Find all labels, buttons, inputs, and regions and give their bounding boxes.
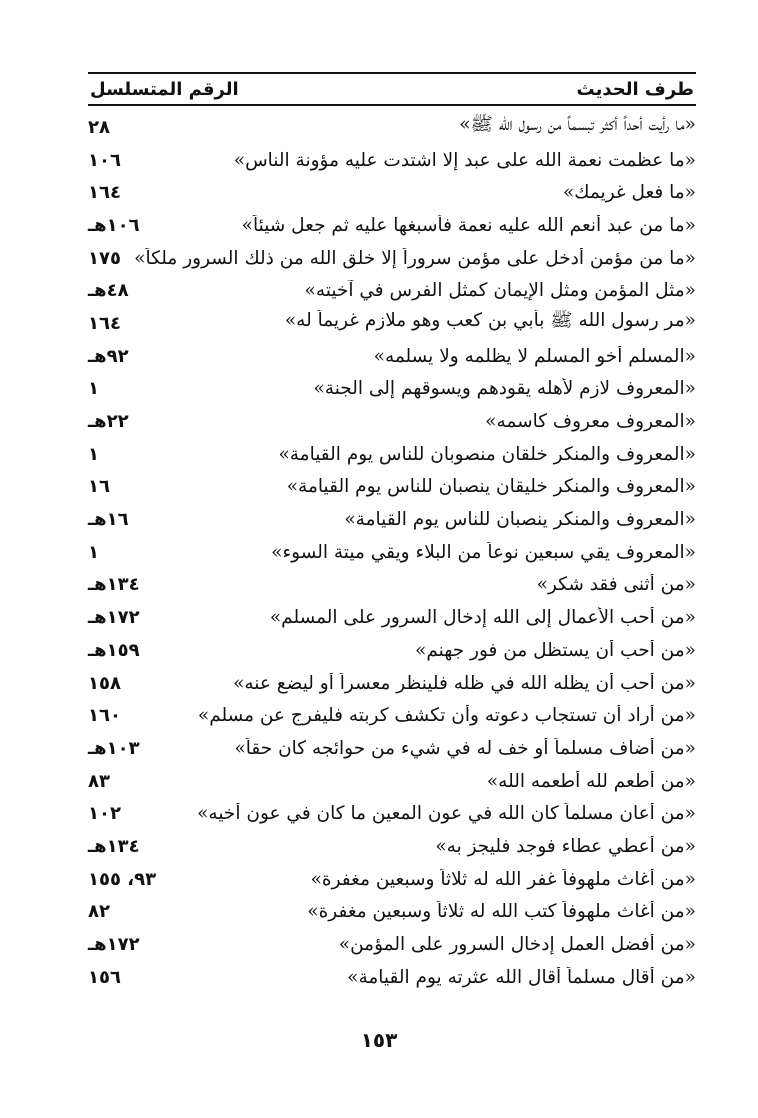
serial-number: ١٠٢ <box>88 803 121 825</box>
list-item <box>88 242 696 275</box>
hadith-text: «من أغاث ملهوفاً كتب الله له ثلاثاً وسبعين مغفرة» <box>307 901 696 923</box>
serial-number: ١٠٦هـ <box>88 214 140 236</box>
hadith-text: «المعروف لازم لأهله يقودهم ويسوقهم إلى الجنة» <box>313 378 696 400</box>
hadith-index-list <box>88 111 696 994</box>
list-item <box>88 503 696 536</box>
hadith-text: «المعروف والمنكر خليقان ينصبان للناس يوم القيامة» <box>286 476 696 498</box>
list-item <box>88 471 696 504</box>
hadith-text: «من أطعم لله أطعمه الله» <box>486 770 696 792</box>
list-item <box>88 765 696 798</box>
hadith-text: «من أقال مسلماً أقال الله عثرته يوم القيامة» <box>347 966 696 988</box>
list-item <box>88 144 696 177</box>
hadith-text: «المعروف معروف كاسمه» <box>485 411 696 433</box>
serial-number: ١٠٦ <box>88 149 121 171</box>
list-item <box>88 209 696 242</box>
list-item <box>88 536 696 569</box>
serial-number: ١٧٢هـ <box>88 934 140 956</box>
hadith-text: «مر رسول الله ﷺ بأبي بن كعب وهو ملازم غريماً له» <box>284 310 696 332</box>
hadith-text: «من أحب أن يستظل من فور جهنم» <box>415 639 696 661</box>
hadith-text: «من أعطي عطاء فوجد فليجز به» <box>435 835 696 857</box>
list-item <box>88 634 696 667</box>
hadith-text: «المسلم أخو المسلم لا يظلمه ولا يسلمه» <box>373 345 696 367</box>
list-item <box>88 928 696 961</box>
list-item <box>88 274 696 307</box>
list-item <box>88 732 696 765</box>
serial-number: ١٧٢هـ <box>88 607 140 629</box>
list-item <box>88 961 696 994</box>
serial-number: ١ <box>88 378 99 400</box>
list-item <box>88 601 696 634</box>
serial-number: ٨٢ <box>88 901 110 923</box>
serial-number: ١٠٣هـ <box>88 737 140 759</box>
list-item <box>88 176 696 209</box>
hadith-text: «المعروف والمنكر ينصبان للناس يوم القيامة» <box>344 509 696 531</box>
serial-number: ١٦هـ <box>88 509 129 531</box>
hadith-text: «ما من عبد أنعم الله عليه نعمة فأسبغها عليه ثم جعل شيئاً» <box>241 214 696 236</box>
serial-number: ٢٨ <box>88 116 110 138</box>
page-number: ١٥٣ <box>360 1028 398 1052</box>
list-item <box>88 667 696 700</box>
hadith-text: «من أحب أن يظله الله في ظله فلينظر معسراً أو ليضع عنه» <box>233 672 696 694</box>
hadith-text: «مثل المؤمن ومثل الإيمان كمثل الفرس في آخيته» <box>304 280 696 302</box>
list-item <box>88 111 696 144</box>
list-item <box>88 830 696 863</box>
serial-number: ٢٢هـ <box>88 411 129 433</box>
serial-number: ١٦ <box>88 476 110 498</box>
serial-number: ١٣٤هـ <box>88 835 140 857</box>
list-item <box>88 307 696 340</box>
hadith-text: «من أضاف مسلماً أو خف له في شيء من حوائجه كان حقاً» <box>234 737 696 759</box>
serial-number: ١٥٩هـ <box>88 639 140 661</box>
list-item <box>88 863 696 896</box>
serial-number: ٩٣، ١٥٥ <box>88 868 157 890</box>
list-item <box>88 569 696 602</box>
list-item <box>88 699 696 732</box>
list-item <box>88 405 696 438</box>
serial-number: ١ <box>88 541 99 563</box>
column-header-hadith: طرف الحديث <box>576 78 694 100</box>
serial-number: ١٦٤ <box>88 312 121 334</box>
list-item <box>88 340 696 373</box>
serial-number: ١٦٠ <box>88 705 121 727</box>
column-header-serial-number: الرقم المتسلسل <box>90 78 239 100</box>
serial-number: ١٦٤ <box>88 182 121 204</box>
hadith-text: «المعروف والمنكر خلقان منصوبان للناس يوم القيامة» <box>278 443 696 465</box>
list-item <box>88 373 696 406</box>
hadith-text: «المعروف يقي سبعين نوعاً من البلاء ويقي ميتة السوء» <box>271 541 696 563</box>
hadith-text: «من أفضل العمل إدخال السرور على المؤمن» <box>338 934 696 956</box>
hadith-text: «من أراد أن تستجاب دعوته وأن تكشف كربته فليفرج عن مسلم» <box>197 705 696 727</box>
hadith-text: «ما فعل غريمك» <box>562 182 696 204</box>
hadith-text: «من أغاث ملهوفاً غفر الله له ثلاثاً وسبعين مغفرة» <box>310 868 696 890</box>
list-item <box>88 896 696 929</box>
serial-number: ١ <box>88 443 99 465</box>
hadith-text: «ما من مؤمن أدخل على مؤمن سروراً إلا خلق الله من ذلك السرور ملكاً» <box>134 247 696 269</box>
hadith-text: «ما عظمت نعمة الله على عبد إلا اشتدت عليه مؤونة الناس» <box>233 149 696 171</box>
list-item <box>88 797 696 830</box>
hadith-text: «من أعان مسلماً كان الله في عون المعين ما كان في عون أخيه» <box>197 803 696 825</box>
serial-number: ٩٢هـ <box>88 345 129 367</box>
hadith-text: «من أحب الأعمال إلى الله إدخال السرور على المسلم» <box>269 607 696 629</box>
serial-number: ١٥٨ <box>88 672 121 694</box>
hadith-text: «من أثنى فقد شكر» <box>536 574 696 596</box>
serial-number: ١٧٥ <box>88 247 121 269</box>
list-item <box>88 438 696 471</box>
serial-number: ١٥٦ <box>88 966 121 988</box>
table-header <box>88 72 696 106</box>
serial-number: ١٣٤هـ <box>88 574 140 596</box>
serial-number: ٨٣ <box>88 770 110 792</box>
hadith-text: «ما رأيت أحداً أكثر تبسماً من رسول الله ﷺ» <box>459 114 696 136</box>
serial-number: ٤٨هـ <box>88 280 129 302</box>
